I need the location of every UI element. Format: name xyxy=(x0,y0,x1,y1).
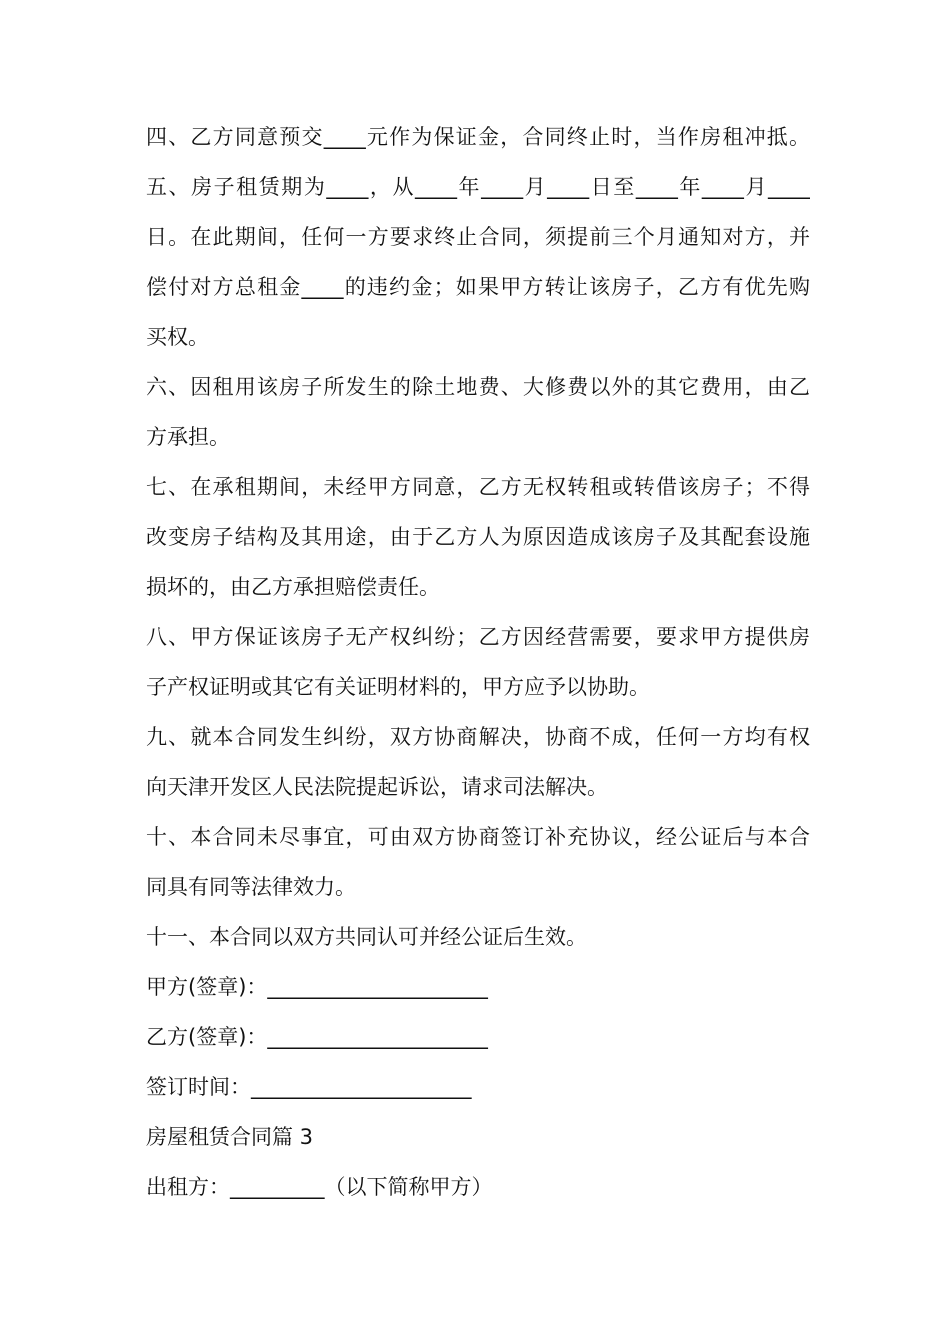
clause-7-line-2: 改变房子结构及其用途，由于乙方人为原因造成该房子及其配套设施 xyxy=(146,525,810,549)
clause-10-line-2: 同具有同等法律效力。 xyxy=(146,875,356,899)
document-body xyxy=(146,112,810,1212)
clause-5-line-3: 偿付对方总租金____的违约金；如果甲方转让该房子，乙方有优先购 xyxy=(146,275,810,299)
clause-5-line-2: 日。在此期间，任何一方要求终止合同，须提前三个月通知对方，并 xyxy=(146,225,810,249)
clause-10-line-1: 十、本合同未尽事宜，可由双方协商签订补充协议，经公证后与本合 xyxy=(146,825,810,849)
signing-date: 签订时间：_____________________ xyxy=(146,1075,472,1099)
section-heading: 房屋租赁合同篇 3 xyxy=(146,1125,314,1149)
clause-5-line-4: 买权。 xyxy=(146,325,209,349)
lessor-line: 出租方：_________（以下简称甲方） xyxy=(146,1175,493,1199)
clause-8-line-2: 子产权证明或其它有关证明材料的，甲方应予以协助。 xyxy=(146,675,650,699)
clause-5-line-1: 五、房子租赁期为____，从____年____月____日至____年____月____ xyxy=(146,175,810,199)
clause-8-line-1: 八、甲方保证该房子无产权纠纷；乙方因经营需要，要求甲方提供房 xyxy=(146,625,810,649)
clause-6-line-2: 方承担。 xyxy=(146,425,230,449)
clause-7-line-3: 损坏的，由乙方承担赔偿责任。 xyxy=(146,575,440,599)
clause-9-line-2: 向天津开发区人民法院提起诉讼，请求司法解决。 xyxy=(146,775,608,799)
clause-6-line-1: 六、因租用该房子所发生的除土地费、大修费以外的其它费用，由乙 xyxy=(146,375,810,399)
clause-7-line-1: 七、在承租期间，未经甲方同意，乙方无权转租或转借该房子；不得 xyxy=(146,475,810,499)
clause-11: 十一、本合同以双方共同认可并经公证后生效。 xyxy=(146,925,587,949)
clause-4-line-1: 四、乙方同意预交____元作为保证金，合同终止时，当作房租冲抵。 xyxy=(146,125,810,149)
clause-9-line-1: 九、就本合同发生纠纷，双方协商解决，协商不成，任何一方均有权 xyxy=(146,725,810,749)
party-b-signature: 乙方(签章)：_____________________ xyxy=(146,1025,488,1049)
party-a-signature: 甲方(签章)：_____________________ xyxy=(146,975,488,999)
